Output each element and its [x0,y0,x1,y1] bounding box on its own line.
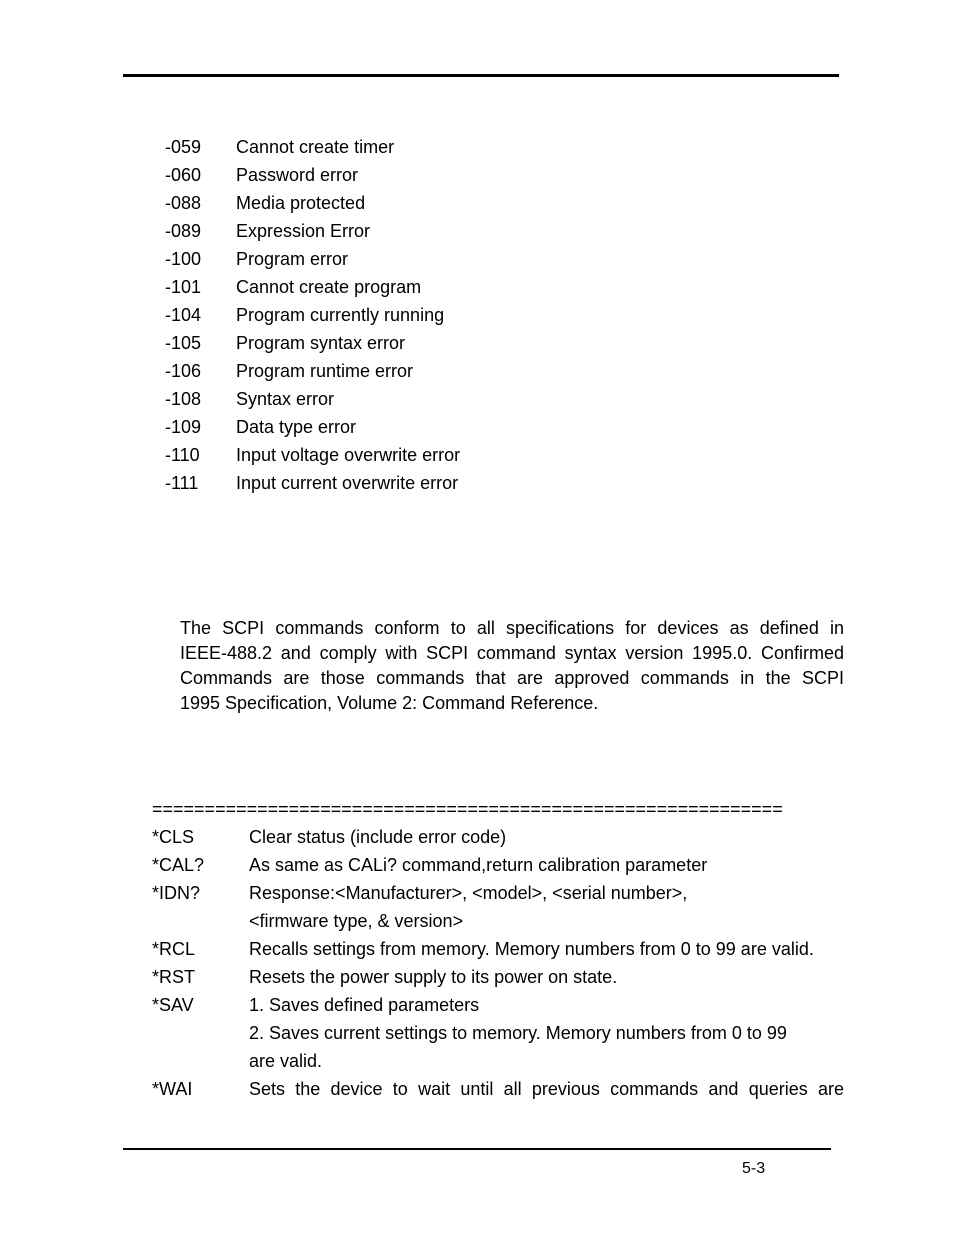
error-row [165,385,665,413]
command-name: *WAI [152,1079,193,1099]
command-name: *CAL? [152,855,205,875]
paragraph-line: IEEE-488.2 and comply with SCPI command syntax version 1995.0. Confirmed [180,643,844,663]
command-description [249,935,844,963]
command-description [249,1075,844,1103]
error-message: Program currently running [236,305,445,325]
footer-rule [123,1148,831,1150]
error-row [165,329,665,357]
error-row [165,469,665,497]
error-code: -089 [165,221,202,241]
paragraph-line: The SCPI commands conform to all specifications for devices as defined in [180,618,844,638]
error-code: -111 [165,473,199,493]
error-code: -059 [165,137,202,157]
error-code: -088 [165,193,202,213]
description-line: <firmware type, & version> [249,911,464,931]
error-message: Cannot create program [236,277,422,297]
description-line: Sets the device to wait until all previous commands and queries are [249,1079,844,1099]
command-row [152,935,844,963]
error-row [165,217,665,245]
command-name: *RST [152,967,196,987]
command-row [152,991,844,1075]
separator-line: ============================================================ [152,799,783,819]
command-name: *IDN? [152,883,201,903]
error-code: -109 [165,417,202,437]
command-description [249,851,844,879]
command-description [249,879,844,935]
error-message: Data type error [236,417,357,437]
description-line: Recalls settings from memory. Memory numbers from 0 to 99 are valid. [249,939,814,959]
error-row [165,189,665,217]
description-line: 1. Saves defined parameters [249,995,480,1015]
error-message: Syntax error [236,389,335,409]
error-code: -106 [165,361,202,381]
error-message: Password error [236,165,359,185]
error-row [165,357,665,385]
error-code: -104 [165,305,202,325]
command-row [152,963,844,991]
error-message: Cannot create timer [236,137,395,157]
command-row [152,1075,844,1103]
common-commands-list [152,795,844,1103]
error-row [165,245,665,273]
command-description [249,823,844,851]
command-name: *CLS [152,827,195,847]
scpi-conformance-paragraph [180,616,844,716]
error-message: Program error [236,249,349,269]
error-message: Program runtime error [236,361,414,381]
description-line: are valid. [249,1051,323,1071]
paragraph-line: 1995 Specification, Volume 2: Command Reference. [180,693,599,713]
description-line: Clear status (include error code) [249,827,507,847]
error-message: Input current overwrite error [236,473,459,493]
command-row [152,851,844,879]
error-row [165,273,665,301]
description-line: Response:<Manufacturer>, <model>, <serial number>, [249,883,688,903]
page-number: 5-3 [742,1160,766,1177]
command-row [152,879,844,935]
error-row [165,133,665,161]
error-code-list [165,133,665,497]
command-name: *SAV [152,995,194,1015]
error-row [165,301,665,329]
error-message: Program syntax error [236,333,406,353]
error-code: -101 [165,277,202,297]
error-row [165,161,665,189]
paragraph-line: Commands are those commands that are approved commands in the SCPI [180,668,844,688]
error-message: Input voltage overwrite error [236,445,461,465]
error-code: -110 [165,445,200,465]
error-message: Media protected [236,193,366,213]
description-line: As same as CALi? command,return calibration parameter [249,855,708,875]
error-code: -100 [165,249,202,269]
error-code: -060 [165,165,202,185]
command-description [249,963,844,991]
error-message: Expression Error [236,221,371,241]
header-rule [123,74,839,77]
command-row [152,823,844,851]
error-row [165,413,665,441]
command-description [249,991,844,1075]
error-code: -108 [165,389,202,409]
description-line: Resets the power supply to its power on state. [249,967,618,987]
error-row [165,441,665,469]
error-code: -105 [165,333,202,353]
command-name: *RCL [152,939,196,959]
description-line: 2. Saves current settings to memory. Memory numbers from 0 to 99 [249,1023,787,1043]
